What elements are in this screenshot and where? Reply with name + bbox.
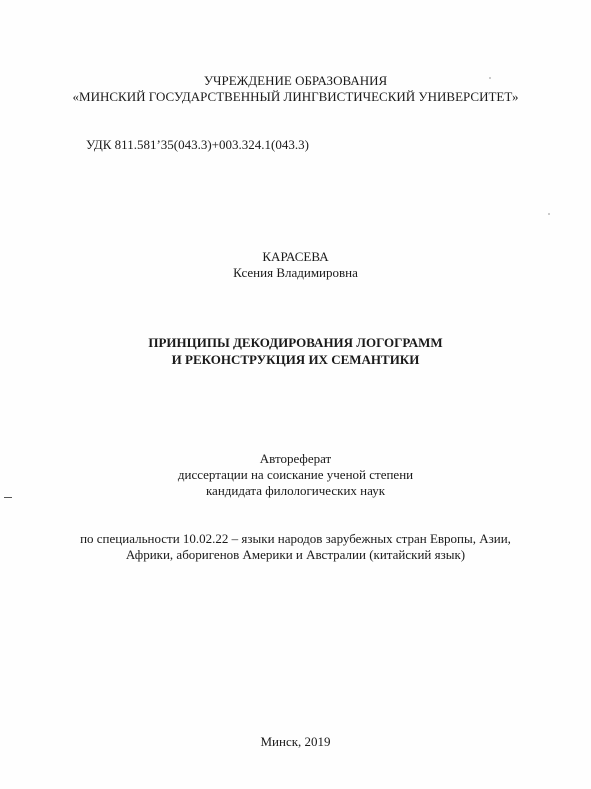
title-line-2: И РЕКОНСТРУКЦИЯ ИХ СЕМАНТИКИ xyxy=(171,352,420,367)
place-and-year: Минск, 2019 xyxy=(260,734,331,749)
scan-speck xyxy=(548,213,550,215)
author-surname: КАРАСЕВА xyxy=(262,249,329,264)
university-name: «МИНСКИЙ ГОСУДАРСТВЕННЫЙ ЛИНГВИСТИЧЕСКИЙ УНИВЕРСИТЕТ» xyxy=(72,89,519,104)
work-type-field: кандидата филологических наук xyxy=(205,483,386,498)
scan-speck xyxy=(489,77,491,79)
scan-edge-mark xyxy=(4,497,12,498)
specialty-line-1: по специальности 10.02.22 – языки народов зарубежных стран Европы, Азии, xyxy=(80,531,511,546)
institution-type: УЧРЕЖДЕНИЕ ОБРАЗОВАНИЯ xyxy=(203,73,388,88)
specialty-line-2: Африки, аборигенов Америки и Австралии (китайский язык) xyxy=(125,547,466,562)
work-type: Автореферат xyxy=(259,451,332,466)
work-type-degree: диссертации на соискание ученой степени xyxy=(177,467,414,482)
udk-code: УДК 811.581’35(043.3)+003.324.1(043.3) xyxy=(86,137,309,152)
author-name: Ксения Владимировна xyxy=(233,265,358,280)
title-line-1: ПРИНЦИПЫ ДЕКОДИРОВАНИЯ ЛОГОГРАММ xyxy=(148,335,443,350)
